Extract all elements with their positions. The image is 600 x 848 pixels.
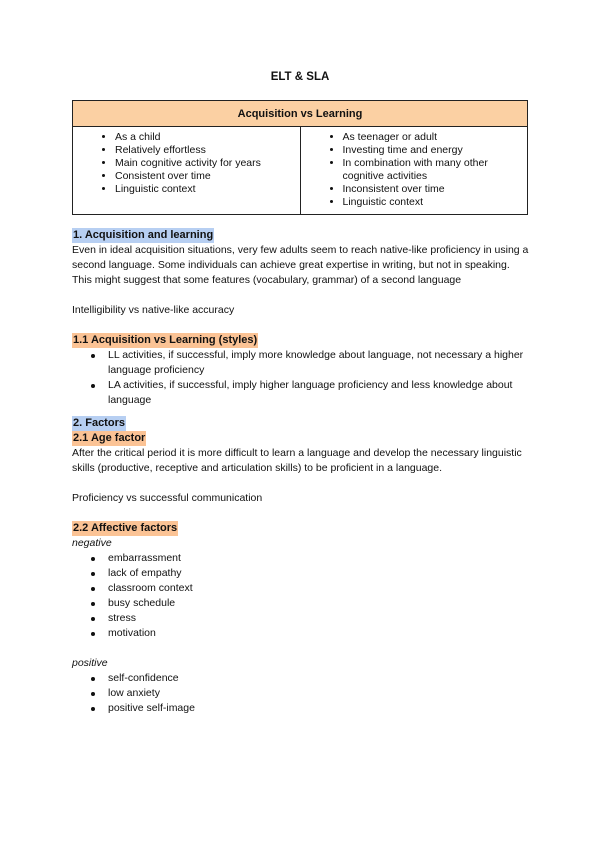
list-item: • Consistent over time bbox=[115, 170, 294, 183]
list-item: lack of empathy bbox=[108, 566, 532, 581]
list-item: • As a child bbox=[115, 131, 294, 144]
learning-column bbox=[300, 127, 528, 215]
list-item: classroom context bbox=[108, 581, 532, 596]
list-item: positive self-image bbox=[108, 701, 532, 716]
acquisition-list bbox=[73, 131, 294, 196]
list-item: busy schedule bbox=[108, 596, 532, 611]
styles-list bbox=[72, 348, 532, 408]
document-title: ELT & SLA bbox=[270, 71, 330, 83]
list-item: LL activities, if successful, imply more knowledge about language, not necessary a higher language proficiency bbox=[108, 348, 532, 378]
list-item: • Main cognitive activity for years bbox=[115, 157, 294, 170]
section-heading-1-1: 1.1 Acquisition vs Learning (styles) bbox=[73, 334, 258, 346]
list-item: LA activities, if successful, imply higher language proficiency and less knowledge about language bbox=[108, 378, 532, 408]
list-item: • In combination with many other cognitive activities bbox=[343, 157, 522, 183]
paragraph: Even in ideal acquisition situations, very few adults seem to reach native-like proficiency in using a second language. Some individuals can achieve great expertise in writing, but not in speaking. This might suggest that some features (vocabulary, grammar) of a second language bbox=[72, 244, 529, 286]
list-item: low anxiety bbox=[108, 686, 532, 701]
document-body bbox=[72, 228, 532, 716]
negative-label: negative bbox=[72, 537, 112, 549]
list-item: motivation bbox=[108, 626, 532, 641]
list-item: embarrassment bbox=[108, 551, 532, 566]
note: Proficiency vs successful communication bbox=[72, 492, 263, 504]
positive-list bbox=[72, 671, 532, 716]
section-heading-2: 2. Factors bbox=[73, 417, 125, 429]
list-item: • Relatively effortless bbox=[115, 144, 294, 157]
paragraph: After the critical period it is more difficult to learn a language and develop the necessary linguistic skills (productive, receptive and articulation skills) to be proficient in a language. bbox=[72, 447, 522, 474]
learning-list bbox=[301, 131, 522, 209]
list-item: • Linguistic context bbox=[343, 196, 522, 209]
list-item: • Investing time and energy bbox=[343, 144, 522, 157]
acquisition-column bbox=[73, 127, 301, 215]
positive-label: positive bbox=[72, 657, 108, 669]
section-heading-2-2: 2.2 Affective factors bbox=[73, 522, 178, 534]
list-item: • Linguistic context bbox=[115, 183, 294, 196]
section-heading-1: 1. Acquisition and learning bbox=[73, 229, 214, 241]
list-item: • As teenager or adult bbox=[343, 131, 522, 144]
section-heading-2-1: 2.1 Age factor bbox=[73, 432, 146, 444]
list-item: stress bbox=[108, 611, 532, 626]
comparison-table bbox=[72, 100, 528, 215]
note: Intelligibility vs native-like accuracy bbox=[72, 304, 235, 316]
list-item: • Inconsistent over time bbox=[343, 183, 522, 196]
table-header: Acquisition vs Learning bbox=[73, 101, 528, 127]
negative-list bbox=[72, 551, 532, 641]
list-item: self-confidence bbox=[108, 671, 532, 686]
